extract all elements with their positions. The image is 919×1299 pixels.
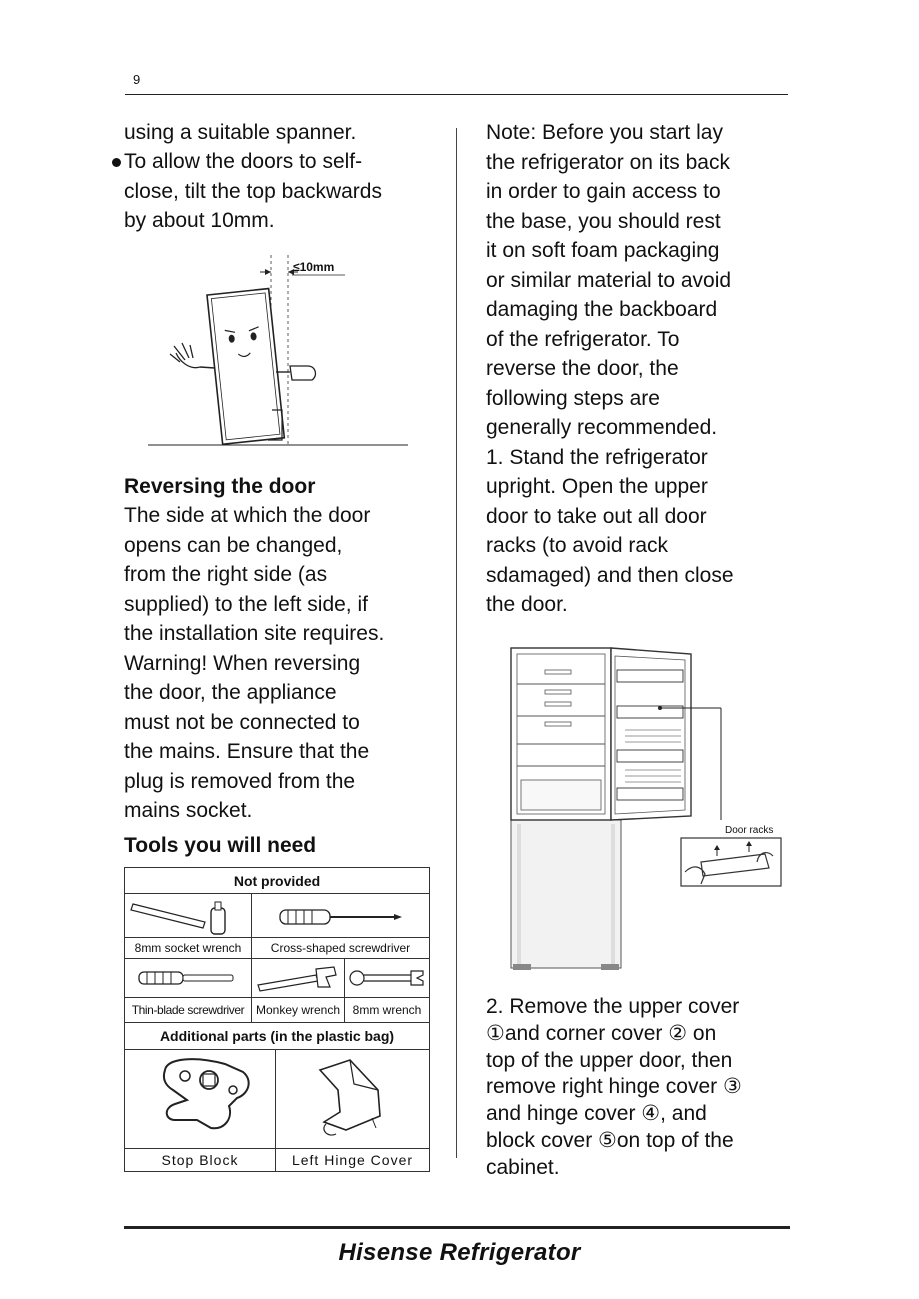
bullet-text [124,147,382,236]
reversing-text [124,501,384,826]
text-line: To allow the doors to self- [124,150,363,173]
text-line: the door, the appliance [124,681,337,704]
text-line: generally recommended. [486,416,718,439]
text-line: the mains. Ensure that the [124,740,370,763]
text-line: of the refrigerator. To [486,327,680,351]
text-line: Warning! When reversing [124,651,361,675]
text-line: plug is removed from the [124,769,356,793]
page-number: 9 [133,72,141,87]
tools-table [124,867,430,1172]
text-line: door to take out all door [486,504,707,528]
left-hinge-cover-icon [276,1050,429,1148]
text-line: reverse the door, the [486,357,679,380]
pointing-hand [290,366,315,380]
text-line: it on soft foam packaging [486,239,720,262]
text-line: supplied) to the left side, if [124,592,368,616]
stop-block-label: Stop Block [124,1148,276,1172]
cross-screwdriver-icon [252,894,429,937]
text-line: from the right side (as [124,563,328,586]
step2-text [486,994,742,1182]
brand-footer: Hisense Refrigerator [338,1239,581,1266]
cross-screwdriver-image-cell [251,893,430,938]
waving-hand [170,343,200,368]
text-line: sdamaged) and then close [486,563,734,587]
text-line: close, tilt the top backwards [124,179,382,203]
text-line: must not be connected to [124,710,360,734]
bullet-dot [112,158,121,167]
stop-block-icon [125,1050,275,1148]
text-line: and hinge cover ④, and [486,1102,707,1126]
text-line: block cover ⑤on top of the [486,1128,734,1152]
monkey-wrench-image-cell [251,958,345,998]
socket-wrench-icon [125,894,251,937]
tools-heading: Tools you will need [124,834,317,857]
text-line: top of the upper door, then [486,1048,733,1072]
wrench-8mm-icon [345,959,429,997]
text-line: following steps are [486,386,660,410]
text-line: The side at which the door [124,504,371,527]
tilt-door-figure [140,250,415,450]
header-rule [125,94,788,95]
column-divider [456,128,457,1158]
text-line: upright. Open the upper [486,475,708,498]
reversing-heading: Reversing the door [124,475,316,498]
text-line: 1. Stand the refrigerator [486,445,708,469]
additional-parts-header: Additional parts (in the plastic bag) [124,1022,430,1050]
dimension-label: ≤10mm [293,260,335,274]
text-line: racks (to avoid rack [486,534,669,557]
thin-screwdriver-icon [125,959,251,997]
monkey-wrench-label: Monkey wrench [251,997,345,1023]
text-line: or similar material to avoid [486,268,732,292]
left-hinge-cover-label: Left Hinge Cover [275,1148,430,1172]
text-line: the base, you should rest [486,209,721,233]
wrench-8mm-label: 8mm wrench [344,997,430,1023]
text-line: the installation site requires. [124,622,385,645]
text-line: mains socket. [124,799,253,822]
text-line: by about 10mm. [124,209,275,232]
socket-wrench-label: 8mm socket wrench [124,937,252,959]
not-provided-header: Not provided [124,867,430,894]
tilted-fridge [207,289,284,445]
footer-rule [124,1226,790,1229]
text-line: Note: Before you start lay [486,121,723,144]
thin-screwdriver-label: Thin-blade screwdriver [124,997,252,1023]
text-line: damaging the backboard [486,298,718,321]
text-line: ①and corner cover ② on [486,1021,717,1045]
left-hinge-cover-image-cell [275,1049,430,1149]
text-line: remove right hinge cover ③ [486,1075,742,1099]
text-line: opens can be changed, [124,533,343,557]
door-racks-label: Door racks [725,825,774,836]
wrench-8mm-image-cell [344,958,430,998]
cross-screwdriver-label: Cross-shaped screwdriver [251,937,430,959]
stop-block-image-cell [124,1049,276,1149]
monkey-wrench-icon [252,959,344,997]
intro-text [124,118,356,148]
text-line: using a suitable spanner. [124,121,357,144]
text-line: cabinet. [486,1155,560,1179]
note-text [486,118,734,620]
text-line: 2. Remove the upper cover [486,995,740,1018]
fridge-door-racks-figure [505,640,790,975]
text-line: the door. [486,593,568,616]
socket-wrench-image-cell [124,893,252,938]
text-line: in order to gain access to [486,180,721,203]
text-line: the refrigerator on its back [486,150,730,174]
thin-screwdriver-image-cell [124,958,252,998]
